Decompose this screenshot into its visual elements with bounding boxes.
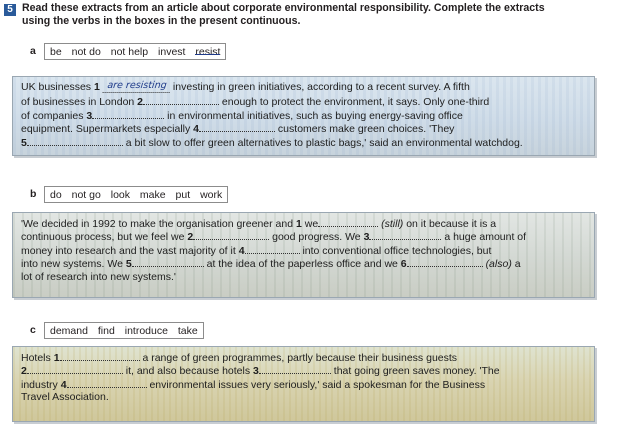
answer-blank-4[interactable] — [199, 122, 275, 132]
answer-blank-3[interactable] — [92, 109, 164, 119]
extract-a-line-5: 5 a bit slow to offer green alternatives to plastic bags,' said an environmental watchdog. — [21, 136, 523, 149]
extract-c-line-4: Travel Association. — [21, 391, 109, 404]
verb-work: work — [200, 189, 223, 201]
verb-do: do — [50, 189, 62, 201]
extract-b-line-4: into new systems. We 5 at the idea of the paperless office and we 6 (also) a — [21, 258, 521, 271]
verb-not-go: not go — [71, 189, 101, 201]
section-a-letter: a — [30, 45, 36, 57]
answer-blank-b1[interactable] — [318, 217, 378, 227]
answer-blank-b2[interactable] — [193, 230, 269, 240]
instructions-line-1: Read these extracts from an article about corporate environmental responsibility. Complete the extracts — [22, 2, 545, 14]
extract-a-line-1: UK businesses 1 are resisting investing in green initiatives, according to a recent survey. A fifth — [21, 80, 470, 93]
verb-not-help: not help — [110, 46, 149, 58]
answer-blank-c3[interactable] — [259, 364, 331, 374]
section-c-verb-box — [44, 322, 204, 339]
answer-blank-b3[interactable] — [369, 230, 441, 240]
extract-c-line-1: Hotels 1 a range of green programmes, partly because their business guests — [21, 352, 458, 364]
extract-c-line-2: 2 it, and also because hotels 3 that going green saves money. 'The — [21, 365, 500, 378]
answer-blank-5[interactable] — [27, 136, 123, 146]
verb-look: look — [110, 189, 130, 201]
extract-b-line-1: 'We decided in 1992 to make the organisation greener and 1 we (still) on it because it is a — [21, 218, 497, 230]
extract-a — [12, 76, 595, 156]
extract-b-line-5: lot of research into new systems.' — [21, 270, 176, 283]
verb-not-do: not do — [71, 46, 101, 58]
verb-resist-crossed: resist — [195, 46, 221, 58]
handwritten-answer-1[interactable]: are resisting — [102, 80, 171, 93]
verb-be: be — [50, 46, 62, 58]
answer-blank-2[interactable] — [143, 95, 219, 105]
answer-blank-c1[interactable] — [60, 351, 140, 361]
answer-blank-b6[interactable] — [407, 257, 483, 267]
extract-c-line-3: industry 4 environmental issues very seriously,' said a spokesman for the Business — [21, 378, 486, 391]
verb-take: take — [177, 325, 198, 337]
verb-invest: invest — [158, 46, 186, 58]
instructions — [22, 2, 622, 28]
answer-blank-b5[interactable] — [132, 257, 204, 267]
extract-a-line-3: of companies 3 in environmental initiatives, such as buying energy-saving office — [21, 109, 463, 122]
answer-blank-c2[interactable] — [27, 364, 123, 374]
answer-blank-c4[interactable] — [67, 378, 147, 388]
verb-introduce: introduce — [124, 325, 168, 337]
section-b-letter: b — [30, 188, 37, 200]
extract-b-line-2: continuous process, but we feel we 2 good progress. We 3 a huge amount of — [21, 231, 527, 244]
extract-a-line-4: equipment. Supermarkets especially 4 customers make green choices. 'They — [21, 123, 455, 136]
verb-demand: demand — [50, 325, 88, 337]
section-c-letter: c — [30, 324, 36, 336]
section-a-verb-box — [44, 43, 226, 60]
extract-c — [12, 346, 595, 422]
section-b-verb-box — [44, 186, 228, 203]
verb-find: find — [97, 325, 115, 337]
extract-b-line-3: money into research and the vast majority of it 4 into conventional office technologies, but — [21, 244, 492, 257]
answer-blank-b4[interactable] — [245, 244, 300, 254]
extract-a-line-2: of businesses in London 2 enough to protect the environment, it says. Only one-third — [21, 96, 490, 109]
verb-make: make — [139, 189, 166, 201]
verb-put: put — [175, 189, 191, 201]
exercise-number-badge: 5 — [4, 4, 16, 16]
instructions-line-2: using the verbs in the boxes in the present continuous. — [22, 15, 301, 27]
extract-b — [12, 212, 595, 298]
